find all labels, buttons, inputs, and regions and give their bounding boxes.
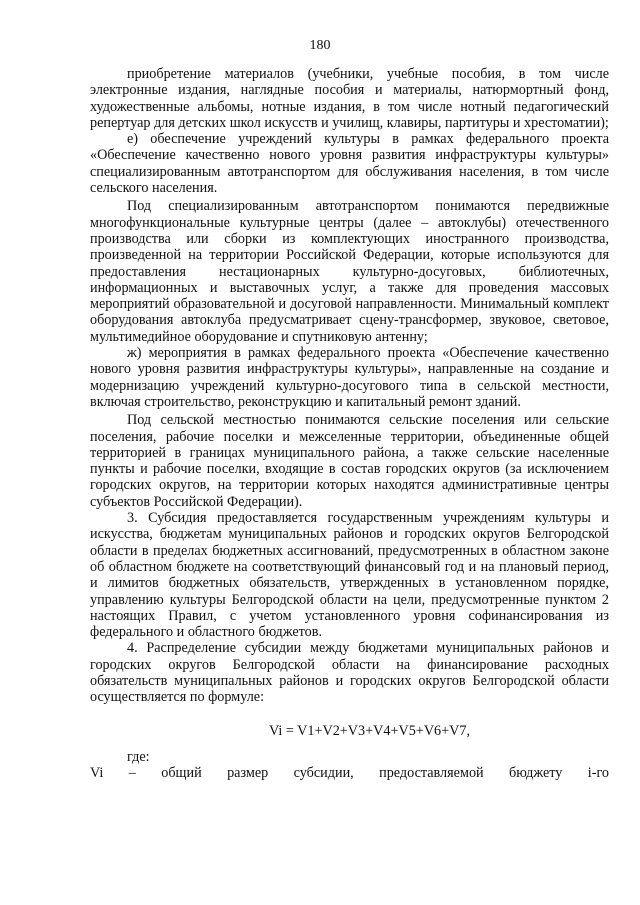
where-label: где:	[127, 748, 150, 765]
page-number: 180	[309, 38, 331, 53]
paragraph-3: 3. Субсидия предоставляется государственным учреждениям культуры и искусства, бюджетам муниципальных районов и городских округов Белгородской области в пределах бюджетных ассигнований, предусмотренных в областном законе об областном бюджете на соответствующий финансовый год и на плановый период, и лимитов бюджетных обязательств, утвержденных в установленном порядке, управлению культуры Белгородской области на цели, предусмотренные пунктом 2 настоящих Правил, с учетом установленного уровня софинансирования из федерального и областного бюджетов.	[90, 510, 609, 641]
formula: Vi = V1+V2+V3+V4+V5+V6+V7,	[268, 722, 471, 739]
definition-line: Vi – общий размер субсидии, предоставляемой бюджету i-го	[90, 765, 609, 782]
paragraph-e: е) обеспечение учреждений культуры в рамках федерального проекта «Обеспечение качественно нового уровня развития инфраструктуры культуры» специализированным автотранспортом для обслуживания населения, в том числе сельского населения.	[90, 131, 609, 197]
paragraph-autotransport: Под специализированным автотранспортом понимаются передвижные многофункциональные культурные центры (далее – автоклубы) отечественного производства или сборки из комплектующих иностранного производства, произведенной на территории Российской Федерации, которые используются для предоставления нестационарных культурно-досуговых, библиотечных, информационных и выставочных услуг, а также для проведения массовых мероприятий образовательной и досуговой направленности. Минимальный комплект оборудования автоклуба предусматривает сцену-трансформер, звуковое, световое, мультимедийное оборудование и спутниковую антенну;	[90, 198, 609, 345]
document-body	[90, 66, 609, 781]
paragraph-4: 4. Распределение субсидии между бюджетами муниципальных районов и городских округов Белгородской области на финансирование расходных обязательств муниципальных районов и городских округов Белгородской области осуществляется по формуле:	[90, 640, 609, 706]
paragraph-materials: приобретение материалов (учебники, учебные пособия, в том числе электронные издания, наглядные пособия и материалы, натюрмортный фонд, художественные альбомы, нотные издания, в том числе нотный педагогический репертуар для детских школ искусств и училищ, клавиры, партитуры и хрестоматии);	[90, 66, 609, 131]
paragraph-zh: ж) мероприятия в рамках федерального проекта «Обеспечение качественно нового уровня развития инфраструктуры культуры», направленные на создание и модернизацию учреждений культурно-досугового типа в сельской местности, включая строительство, реконструкцию и капитальный ремонт зданий.	[90, 345, 609, 410]
paragraph-rural-area: Под сельской местностью понимаются сельские поселения или сельские поселения, рабочие поселки и межселенные территории, объединенные общей территорией в границах муниципального района, а также сельские населенные пункты и рабочие поселки, входящие в состав городских округов (за исключением городских округов, на территории которых находятся административные центры субъектов Российской Федерации).	[90, 412, 609, 510]
